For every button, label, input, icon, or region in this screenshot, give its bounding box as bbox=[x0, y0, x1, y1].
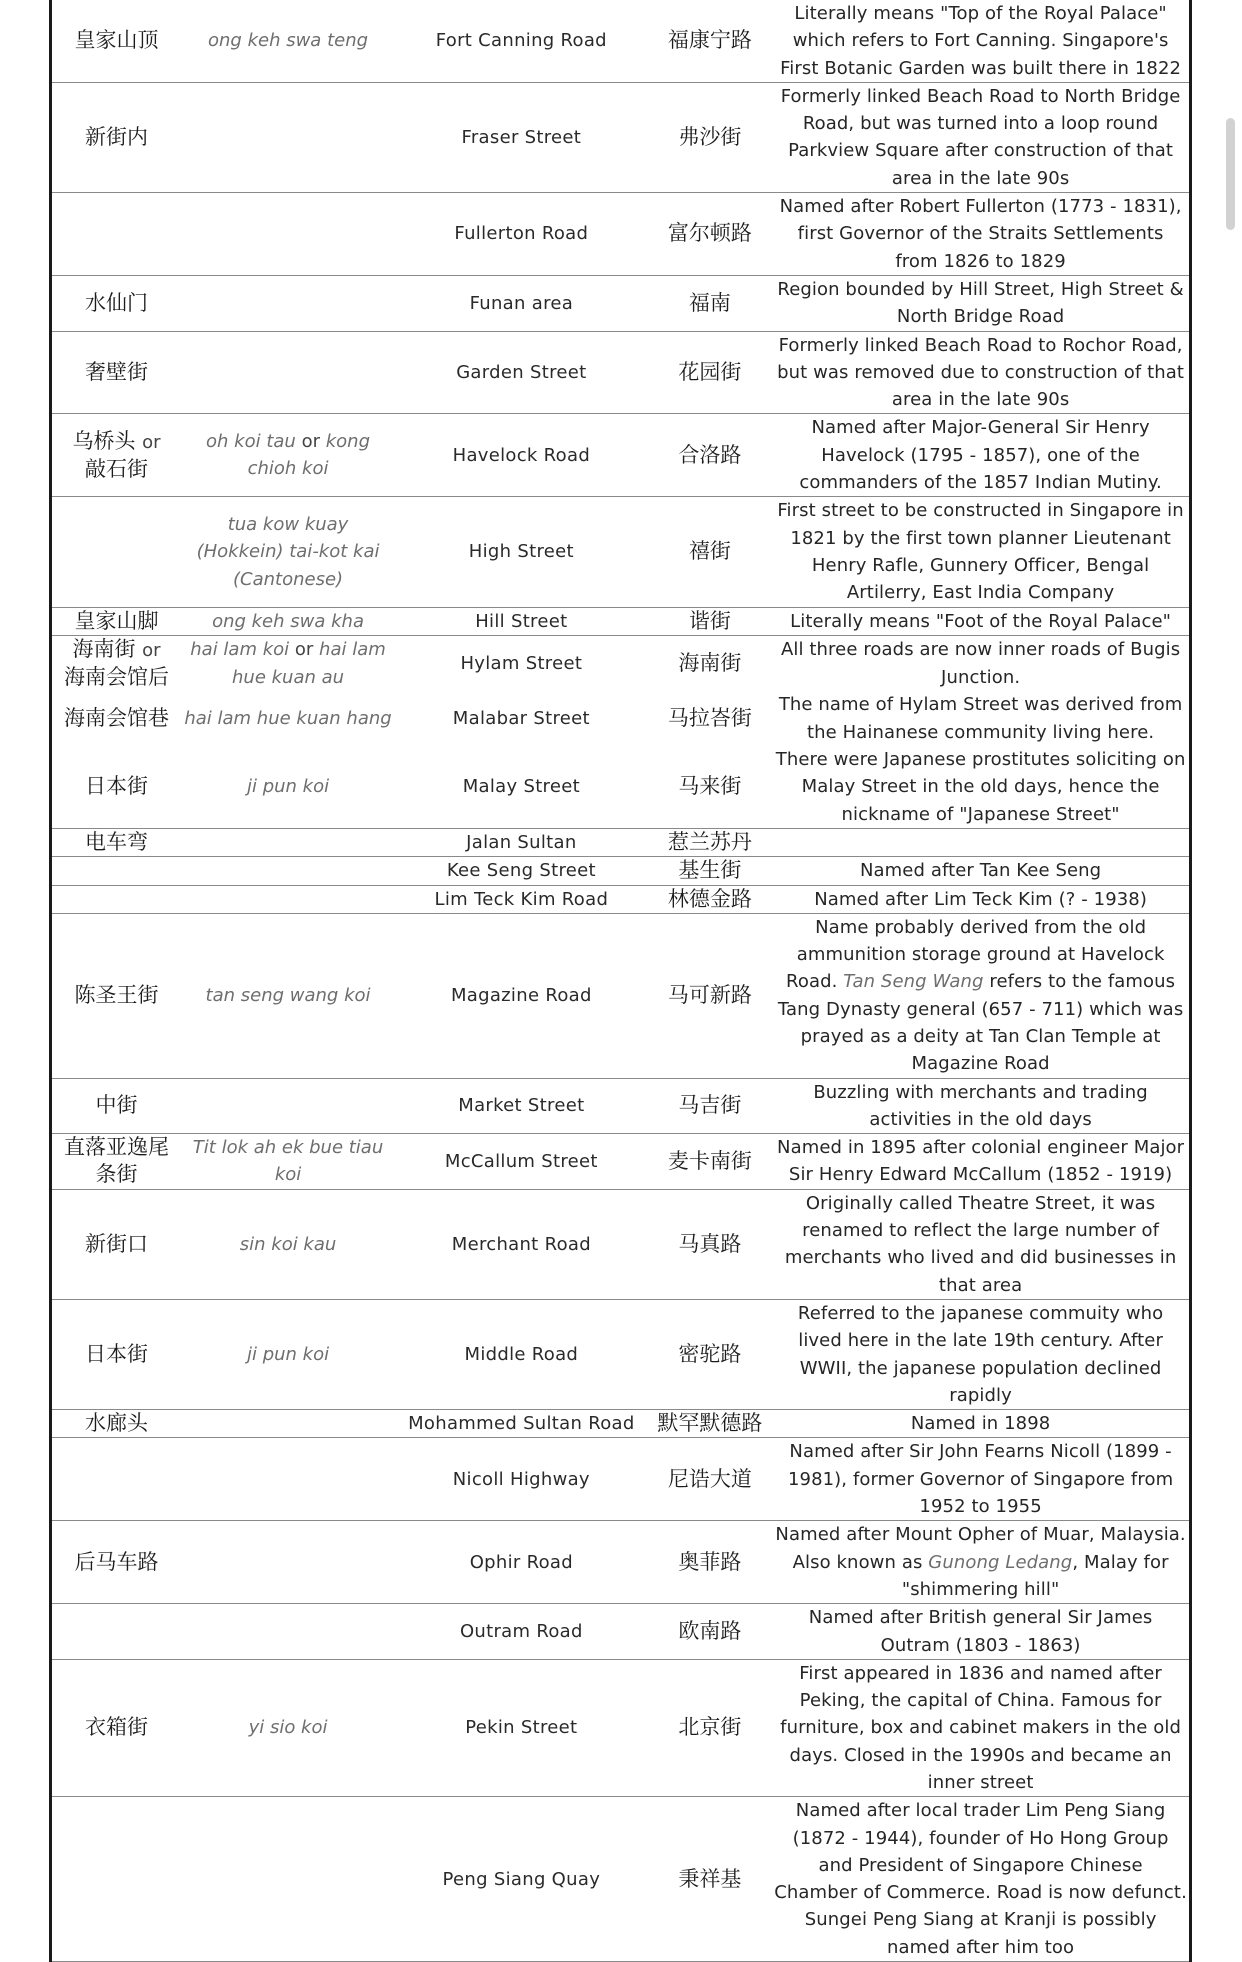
romanized-name-b: hai lam hue kuan au bbox=[232, 639, 386, 688]
english-name: Middle Road bbox=[395, 1299, 648, 1409]
romanized-name: ong keh swa teng bbox=[181, 0, 395, 82]
table-row bbox=[51, 746, 1191, 828]
english-name: Peng Siang Quay bbox=[395, 1797, 648, 1962]
chinese-name-a: 海南街 bbox=[72, 636, 136, 661]
description: Named in 1895 after colonial engineer Major Sir Henry Edward McCallum (1852 - 1919) bbox=[772, 1134, 1190, 1190]
chinese-name: 衣箱街 bbox=[51, 1659, 182, 1796]
description: Originally called Theatre Street, it was renamed to reflect the large number of merchants who lived and did businesses in that area bbox=[772, 1189, 1190, 1299]
romanized-name bbox=[181, 885, 395, 913]
description-part-a: Named after Mount Opher of Muar, Malaysia. Also known as bbox=[775, 1524, 1186, 1573]
romanized-name-b: kong chioh koi bbox=[247, 431, 371, 480]
description: First street to be constructed in Singapore in 1821 by the first town planner Lieutenant Henry Rafle, Gunnery Officer, Bengal Artilerry, East India Company bbox=[772, 497, 1190, 607]
chinese-name bbox=[51, 193, 182, 276]
chinese-name: 新街内 bbox=[51, 82, 182, 192]
romanized-name: ji pun koi bbox=[181, 1299, 395, 1409]
romanized-name bbox=[181, 331, 395, 414]
chinese-name bbox=[51, 635, 182, 691]
official-chinese-name: 海南街 bbox=[678, 650, 742, 675]
table-row bbox=[51, 857, 1191, 885]
or-separator: or bbox=[301, 431, 320, 453]
chinese-name: 奢壁街 bbox=[51, 331, 182, 414]
english-name: Market Street bbox=[395, 1078, 648, 1134]
romanized-name bbox=[181, 1797, 395, 1962]
table-row bbox=[51, 1521, 1191, 1604]
table-row bbox=[51, 1134, 1191, 1190]
table-row bbox=[51, 1659, 1191, 1796]
chinese-name: 电车弯 bbox=[51, 828, 182, 856]
description bbox=[772, 828, 1190, 856]
romanized-name: yi sio koi bbox=[181, 1659, 395, 1796]
table-row bbox=[51, 1410, 1191, 1438]
english-name: Hylam Street bbox=[460, 652, 583, 674]
chinese-name bbox=[51, 1604, 182, 1660]
table-row bbox=[51, 913, 1191, 1078]
official-chinese-name: 基生街 bbox=[648, 857, 773, 885]
chinese-name-b: 海南会馆后 bbox=[64, 665, 170, 690]
or-separator: or bbox=[142, 639, 161, 661]
table-row bbox=[51, 691, 1191, 746]
description-part-a: Name probably derived from the old ammunition storage ground at Havelock Road. bbox=[786, 916, 1165, 993]
romanized-name bbox=[181, 1410, 395, 1438]
english-name: Havelock Road bbox=[395, 414, 648, 497]
english-name: Jalan Sultan bbox=[395, 828, 648, 856]
description: Literally means "Foot of the Royal Palace" bbox=[772, 607, 1190, 635]
official-chinese-name: 欧南路 bbox=[648, 1604, 773, 1660]
description bbox=[772, 1521, 1190, 1604]
table-row bbox=[51, 193, 1191, 276]
chinese-name-b: 敲石街 bbox=[85, 456, 149, 481]
romanized-name: ji pun koi bbox=[181, 746, 395, 828]
description: Formerly linked Beach Road to Rochor Road, but was removed due to construction of that area in the late 90s bbox=[772, 331, 1190, 414]
romanized-name-a: oh koi tau bbox=[206, 431, 296, 453]
table-row bbox=[51, 1797, 1191, 1962]
description: Named after Major-General Sir Henry Havelock (1795 - 1857), one of the commanders of the 1857 Indian Mutiny. bbox=[772, 414, 1190, 497]
official-chinese-name: 默罕默德路 bbox=[648, 1410, 773, 1438]
table-row bbox=[51, 828, 1191, 856]
table-row bbox=[51, 0, 1191, 82]
english-name: Fort Canning Road bbox=[395, 0, 648, 82]
english-name: Fullerton Road bbox=[395, 193, 648, 276]
chinese-name: 新街口 bbox=[51, 1189, 182, 1299]
chinese-name: 皇家山顶 bbox=[51, 0, 182, 82]
chinese-name: 日本街 bbox=[51, 1299, 182, 1409]
description: There were Japanese prostitutes soliciting on Malay Street in the old days, hence the nickname of "Japanese Street" bbox=[772, 746, 1190, 828]
romanized-name: sin koi kau bbox=[181, 1189, 395, 1299]
romanized-name bbox=[181, 1078, 395, 1134]
description: Named after Sir John Fearns Nicoll (1899 - 1981), former Governor of Singapore from 1952 to 1955 bbox=[772, 1438, 1190, 1521]
description-italic-term: Gunong Ledang bbox=[928, 1551, 1073, 1573]
official-chinese-name: 北京街 bbox=[648, 1659, 773, 1796]
english-name: Funan area bbox=[395, 275, 648, 331]
description: Literally means "Top of the Royal Palace" which refers to Fort Canning. Singapore's First Botanic Garden was built there in 1822 bbox=[772, 0, 1190, 82]
romanized-name bbox=[181, 635, 395, 691]
official-chinese-name: 奥菲路 bbox=[648, 1521, 773, 1604]
description-part-b: , Malay for "shimmering hill" bbox=[901, 1551, 1169, 1600]
romanized-name bbox=[181, 1604, 395, 1660]
table-row bbox=[51, 82, 1191, 192]
romanized-name bbox=[181, 414, 395, 497]
english-name: McCallum Street bbox=[395, 1134, 648, 1190]
romanized-name bbox=[181, 82, 395, 192]
description: Named after British general Sir James Outram (1803 - 1863) bbox=[772, 1604, 1190, 1660]
official-chinese-name: 马真路 bbox=[648, 1189, 773, 1299]
english-name: Lim Teck Kim Road bbox=[395, 885, 648, 913]
romanized-name bbox=[181, 1438, 395, 1521]
official-chinese-name: 尼诰大道 bbox=[648, 1438, 773, 1521]
street-names-table bbox=[49, 0, 1192, 1962]
description-part-b: refers to the famous Tang Dynasty general (657 - 711) which was prayed as a deity at Tan Clan Temple at Magazine Road bbox=[777, 971, 1184, 1075]
official-chinese-name: 合洛路 bbox=[648, 414, 773, 497]
official-chinese-name: 惹兰苏丹 bbox=[648, 828, 773, 856]
romanized-name: tan seng wang koi bbox=[181, 913, 395, 1078]
english-name: Garden Street bbox=[395, 331, 648, 414]
romanized-name: tua kow kuay (Hokkein) tai-kot kai (Cantonese) bbox=[181, 497, 395, 607]
description: All three roads are now inner roads of Bugis Junction. bbox=[780, 639, 1181, 688]
official-chinese-name: 马可新路 bbox=[648, 913, 773, 1078]
official-chinese-name: 花园街 bbox=[648, 331, 773, 414]
table-row bbox=[51, 885, 1191, 913]
description: Named after local trader Lim Peng Siang (1872 - 1944), founder of Ho Hong Group and President of Singapore Chinese Chamber of Commerce. Road is now defunct. Sungei Peng Siang at Kranji is possibly named after him too bbox=[772, 1797, 1190, 1962]
description: First appeared in 1836 and named after Peking, the capital of China. Famous for furniture, box and cabinet makers in the old days. Closed in the 1990s and became an inner street bbox=[772, 1659, 1190, 1796]
english-name: Mohammed Sultan Road bbox=[395, 1410, 648, 1438]
romanized-name bbox=[181, 857, 395, 885]
english-name: Ophir Road bbox=[395, 1521, 648, 1604]
english-name: Pekin Street bbox=[395, 1659, 648, 1796]
table-row bbox=[51, 1604, 1191, 1660]
table-row bbox=[51, 1078, 1191, 1134]
description: Named in 1898 bbox=[772, 1410, 1190, 1438]
chinese-name: 日本街 bbox=[51, 746, 182, 828]
english-name: Hill Street bbox=[395, 607, 648, 635]
official-chinese-name: 弗沙街 bbox=[648, 82, 773, 192]
description: Named after Tan Kee Seng bbox=[772, 857, 1190, 885]
description: Region bounded by Hill Street, High Street & North Bridge Road bbox=[772, 275, 1190, 331]
english-name: Malabar Street bbox=[452, 708, 590, 730]
official-chinese-name: 谐街 bbox=[648, 607, 773, 635]
chinese-name: 陈圣王街 bbox=[51, 913, 182, 1078]
official-chinese-name: 马来街 bbox=[648, 746, 773, 828]
official-chinese-name: 福康宁路 bbox=[648, 0, 773, 82]
description bbox=[772, 913, 1190, 1078]
english-name: Magazine Road bbox=[395, 913, 648, 1078]
street-names-table-container bbox=[49, 0, 1192, 1962]
chinese-name bbox=[51, 1797, 182, 1962]
english-name: Outram Road bbox=[395, 1604, 648, 1660]
description: Named after Lim Teck Kim (? - 1938) bbox=[772, 885, 1190, 913]
chinese-name: 直落亚逸尾条街 bbox=[51, 1134, 182, 1190]
official-chinese-name: 密驼路 bbox=[648, 1299, 773, 1409]
table-row bbox=[51, 635, 1191, 691]
description: Buzzling with merchants and trading activities in the old days bbox=[772, 1078, 1190, 1134]
official-chinese-name: 禧街 bbox=[648, 497, 773, 607]
chinese-name bbox=[51, 857, 182, 885]
table-row bbox=[51, 414, 1191, 497]
chinese-name-a: 乌桥头 bbox=[72, 428, 136, 453]
or-separator: or bbox=[294, 639, 314, 661]
official-chinese-name: 马吉街 bbox=[648, 1078, 773, 1134]
description: Named after Robert Fullerton (1773 - 1831), first Governor of the Straits Settlements from 1826 to 1829 bbox=[772, 193, 1190, 276]
chinese-name bbox=[51, 1438, 182, 1521]
romanized-name: ong keh swa kha bbox=[181, 607, 395, 635]
romanized-name: Tit lok ah ek bue tiau koi bbox=[181, 1134, 395, 1190]
english-name: Malay Street bbox=[395, 746, 648, 828]
table-row bbox=[51, 1438, 1191, 1521]
table-row bbox=[51, 1189, 1191, 1299]
chinese-name: 水廊头 bbox=[51, 1410, 182, 1438]
official-chinese-name: 秉祥基 bbox=[648, 1797, 773, 1962]
description: Referred to the japanese commuity who lived here in the late 19th century. After WWII, the japanese population declined rapidly bbox=[772, 1299, 1190, 1409]
description: The name of Hylam Street was derived from the Hainanese community living here. bbox=[778, 694, 1183, 743]
official-chinese-name: 马拉峇街 bbox=[667, 706, 752, 731]
romanized-name: hai lam hue kuan hang bbox=[184, 708, 392, 730]
english-name: Fraser Street bbox=[395, 82, 648, 192]
romanized-name-a: hai lam koi bbox=[190, 639, 290, 661]
description-italic-term: Tan Seng Wang bbox=[843, 971, 984, 993]
table-row bbox=[51, 1299, 1191, 1409]
table-row bbox=[51, 607, 1191, 635]
chinese-name: 中街 bbox=[51, 1078, 182, 1134]
english-name: Kee Seng Street bbox=[395, 857, 648, 885]
romanized-name bbox=[181, 193, 395, 276]
table-row bbox=[51, 497, 1191, 607]
or-separator: or bbox=[142, 431, 161, 453]
table-row bbox=[51, 275, 1191, 331]
official-chinese-name: 林德金路 bbox=[648, 885, 773, 913]
chinese-name: 皇家山脚 bbox=[51, 607, 182, 635]
romanized-name bbox=[181, 828, 395, 856]
english-name: High Street bbox=[395, 497, 648, 607]
description: Formerly linked Beach Road to North Bridge Road, but was turned into a loop round Parkview Square after construction of that area in the late 90s bbox=[772, 82, 1190, 192]
chinese-name: 水仙门 bbox=[51, 275, 182, 331]
chinese-name: 后马车路 bbox=[51, 1521, 182, 1604]
english-name: Nicoll Highway bbox=[395, 1438, 648, 1521]
official-chinese-name: 麦卡南街 bbox=[648, 1134, 773, 1190]
romanized-name bbox=[181, 275, 395, 331]
chinese-name: 海南会馆巷 bbox=[64, 706, 170, 731]
table-row bbox=[51, 331, 1191, 414]
english-name: Merchant Road bbox=[395, 1189, 648, 1299]
chinese-name bbox=[51, 885, 182, 913]
vertical-scrollbar-thumb[interactable] bbox=[1226, 118, 1235, 230]
chinese-name bbox=[51, 414, 182, 497]
official-chinese-name: 福南 bbox=[648, 275, 773, 331]
chinese-name bbox=[51, 497, 182, 607]
romanized-name bbox=[181, 1521, 395, 1604]
official-chinese-name: 富尔顿路 bbox=[648, 193, 773, 276]
